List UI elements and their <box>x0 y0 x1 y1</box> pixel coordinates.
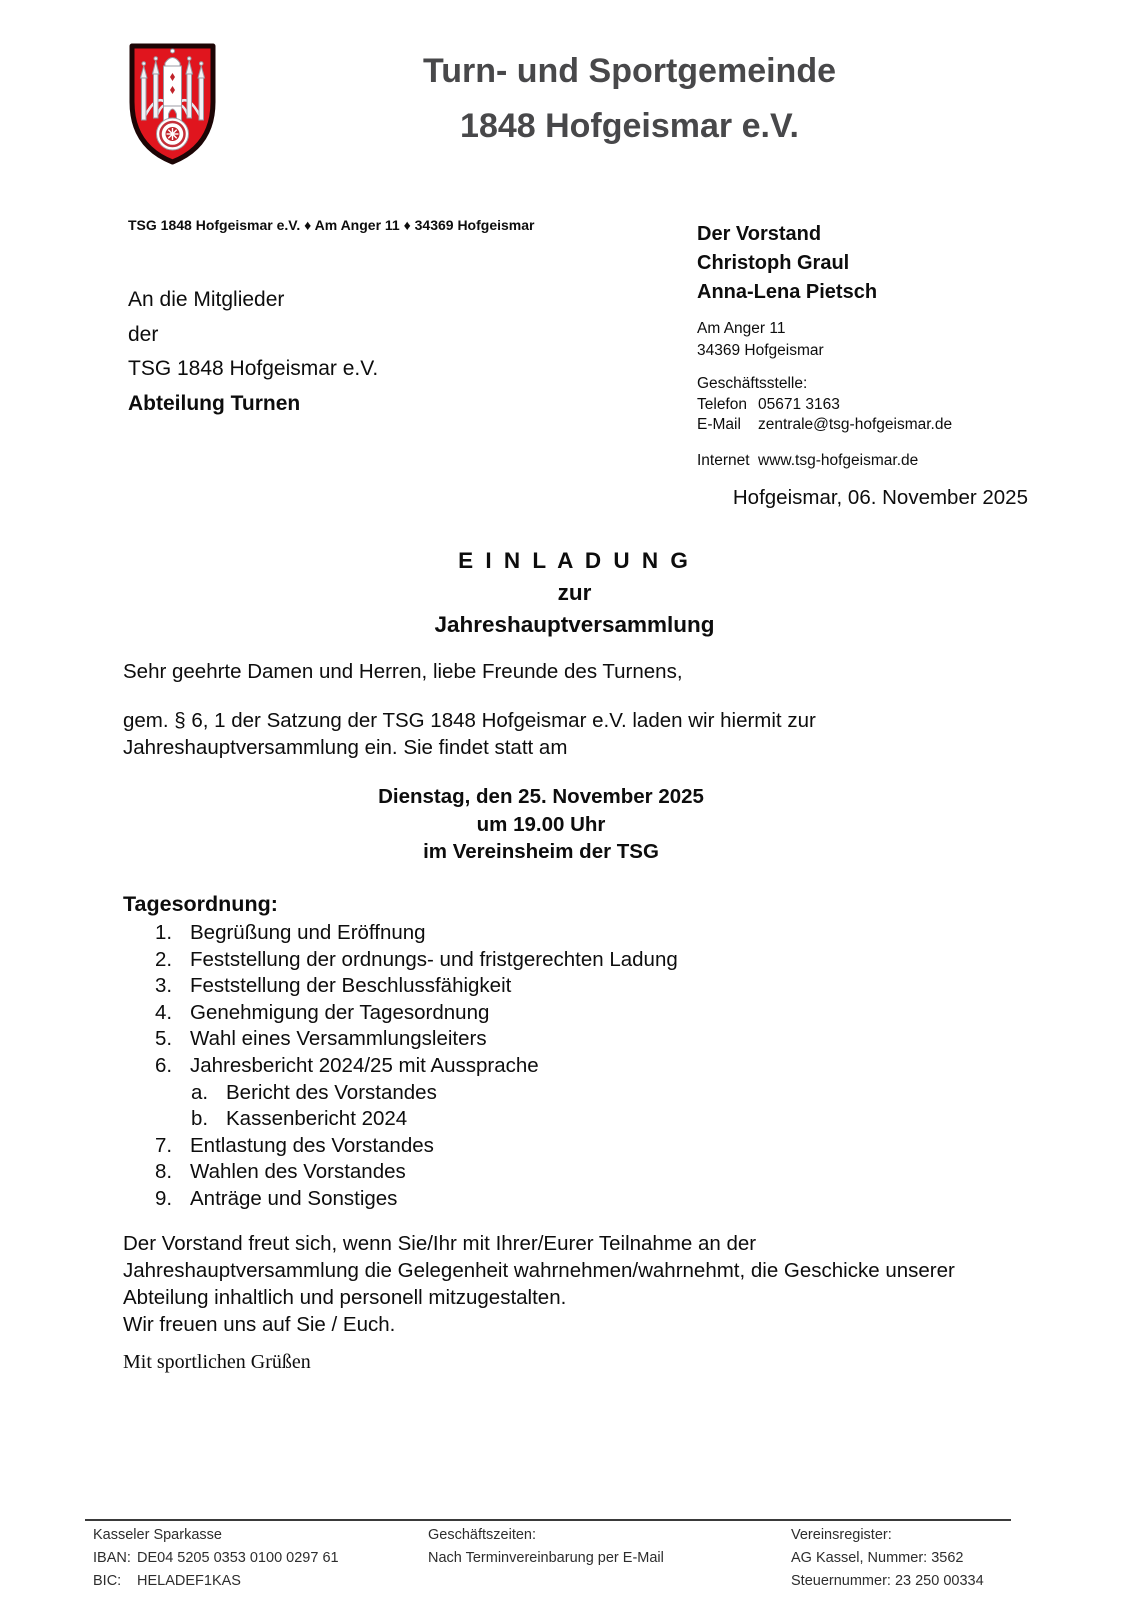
letterhead-title <box>240 44 1019 154</box>
agenda-item <box>155 1026 678 1053</box>
bic-label: BIC: <box>93 1573 122 1589</box>
board-heading: Der Vorstand <box>697 223 822 245</box>
agenda-item-marker: 3. <box>155 974 173 998</box>
invitation-heading-line1: E I N L A D U N G <box>458 548 691 573</box>
board-address <box>697 318 824 361</box>
footer-hours-heading: Geschäftszeiten: <box>428 1527 536 1543</box>
office-email-row <box>697 415 952 436</box>
event-details <box>123 783 959 866</box>
agenda-list <box>155 920 678 1213</box>
event-line: Dienstag, den 25. November 2025 <box>378 785 704 808</box>
board-city: 34369 Hofgeismar <box>697 341 824 359</box>
office-heading: Geschäftsstelle: <box>697 375 808 392</box>
letterhead-title-line2: 1848 Hofgeismar e.V. <box>460 107 799 145</box>
closing-line: Wir freuen uns auf Sie / Euch. <box>123 1313 396 1336</box>
footer-bank <box>93 1524 339 1593</box>
agenda-item <box>155 1080 678 1107</box>
agenda-item-text: Jahresbericht 2024/25 mit Aussprache <box>190 1053 539 1077</box>
board-member-name: Christoph Graul <box>697 252 850 274</box>
coat-of-arms-logo <box>127 42 218 166</box>
board-member-name: Anna-Lena Pietsch <box>697 281 878 303</box>
agenda-item-text: Wahlen des Vorstandes <box>190 1160 406 1184</box>
agenda-item <box>155 1133 678 1160</box>
agenda-item-marker: 8. <box>155 1160 173 1184</box>
agenda-item <box>155 1159 678 1186</box>
recipient-line: An die Mitglieder <box>128 288 285 311</box>
office-phone-row <box>697 395 952 416</box>
footer-hours-text: Nach Terminvereinbarung per E-Mail <box>428 1550 664 1566</box>
agenda-item-marker: 5. <box>155 1027 173 1051</box>
agenda-item-marker: 1. <box>155 921 173 944</box>
closing-paragraph <box>123 1230 955 1338</box>
agenda-item-text: Begrüßung und Eröffnung <box>190 921 426 944</box>
iban-value: DE04 5205 0353 0100 0297 61 <box>137 1550 339 1566</box>
agenda-item <box>155 1053 678 1080</box>
agenda-item <box>155 1186 678 1213</box>
invitation-heading <box>123 545 1026 641</box>
agenda-item-text: Feststellung der ordnungs- und fristgerechten Ladung <box>190 947 678 971</box>
internet-row <box>697 452 918 470</box>
recipient-block <box>128 283 378 421</box>
event-line: im Vereinsheim der TSG <box>423 840 659 863</box>
intro-line: gem. § 6, 1 der Satzung der TSG 1848 Hofgeismar e.V. laden wir hiermit zur <box>123 709 816 732</box>
agenda-item-marker: b. <box>191 1107 209 1131</box>
agenda-item-marker: a. <box>191 1080 209 1104</box>
agenda-item-marker: 2. <box>155 947 173 971</box>
date-line: Hofgeismar, 06. November 2025 <box>732 486 1028 509</box>
footer-iban-row <box>93 1547 339 1570</box>
closing-line: Jahreshauptversammlung die Gelegenheit wahrnehmen/wahrnehmt, die Geschicke unserer <box>123 1259 955 1282</box>
agenda-item-marker: 6. <box>155 1053 173 1077</box>
signoff: Mit sportlichen Grüßen <box>123 1351 311 1373</box>
invitation-heading-line3: Jahreshauptversammlung <box>434 612 715 637</box>
agenda-item <box>155 920 678 947</box>
event-line: um 19.00 Uhr <box>476 812 606 836</box>
board-street: Am Anger 11 <box>697 320 786 337</box>
recipient-department: Abteilung Turnen <box>128 391 301 415</box>
agenda-item-text: Genehmigung der Tagesordnung <box>190 1000 490 1024</box>
bic-value: HELADEF1KAS <box>137 1573 241 1589</box>
agenda-item <box>155 1106 678 1133</box>
footer-register-heading: Vereinsregister: <box>791 1527 892 1543</box>
agenda-item-marker: 4. <box>155 1000 173 1024</box>
internet-label: Internet <box>697 452 750 469</box>
intro-line: Jahreshauptversammlung ein. Sie findet statt am <box>123 736 568 759</box>
footer-divider <box>85 1519 1011 1521</box>
letterhead-title-line1: Turn- und Sportgemeinde <box>422 52 836 90</box>
email-value: zentrale@tsg-hofgeismar.de <box>758 416 953 433</box>
agenda-item-text: Entlastung des Vorstandes <box>190 1133 434 1157</box>
coat-of-arms-icon <box>127 42 218 166</box>
agenda-item <box>155 947 678 974</box>
invitation-heading-line2: zur <box>557 580 592 605</box>
footer-register <box>791 1524 984 1593</box>
agenda-item-text: Anträge und Sonstiges <box>190 1186 398 1210</box>
agenda-item <box>155 973 678 1000</box>
agenda-item-text: Feststellung der Beschlussfähigkeit <box>190 974 512 998</box>
agenda-item-text: Bericht des Vorstandes <box>226 1080 437 1104</box>
footer-hours <box>428 1524 664 1570</box>
phone-value: 05671 3163 <box>758 395 840 413</box>
phone-label: Telefon <box>697 395 747 413</box>
internet-value: www.tsg-hofgeismar.de <box>758 452 919 469</box>
sender-return-address: TSG 1848 Hofgeismar e.V. ♦ Am Anger 11 ♦ 34369 Hofgeismar <box>128 217 535 233</box>
agenda-item-marker: 7. <box>155 1133 173 1157</box>
agenda-item-marker: 9. <box>155 1186 173 1210</box>
agenda-item <box>155 1000 678 1027</box>
recipient-line: der <box>128 322 159 346</box>
email-label: E-Mail <box>697 416 741 433</box>
agenda-heading: Tagesordnung: <box>123 892 278 916</box>
closing-line: Der Vorstand freut sich, wenn Sie/Ihr mit Ihrer/Eurer Teilnahme an der <box>123 1232 757 1255</box>
salutation: Sehr geehrte Damen und Herren, liebe Freunde des Turnens, <box>123 660 683 683</box>
intro-paragraph <box>123 707 816 761</box>
recipient-line: TSG 1848 Hofgeismar e.V. <box>128 357 379 380</box>
agenda-item-text: Wahl eines Versammlungsleiters <box>190 1027 487 1051</box>
footer-bic-row <box>93 1570 339 1593</box>
footer-register-line1: AG Kassel, Nummer: 3562 <box>791 1550 964 1566</box>
footer-register-line2: Steuernummer: 23 250 00334 <box>791 1573 984 1589</box>
office-contact <box>697 374 952 436</box>
board-block <box>697 220 877 307</box>
footer-bank-name: Kasseler Sparkasse <box>93 1527 222 1543</box>
closing-line: Abteilung inhaltlich und personell mitzugestalten. <box>123 1286 567 1309</box>
agenda-item-text: Kassenbericht 2024 <box>226 1107 408 1131</box>
iban-label: IBAN: <box>93 1550 131 1566</box>
